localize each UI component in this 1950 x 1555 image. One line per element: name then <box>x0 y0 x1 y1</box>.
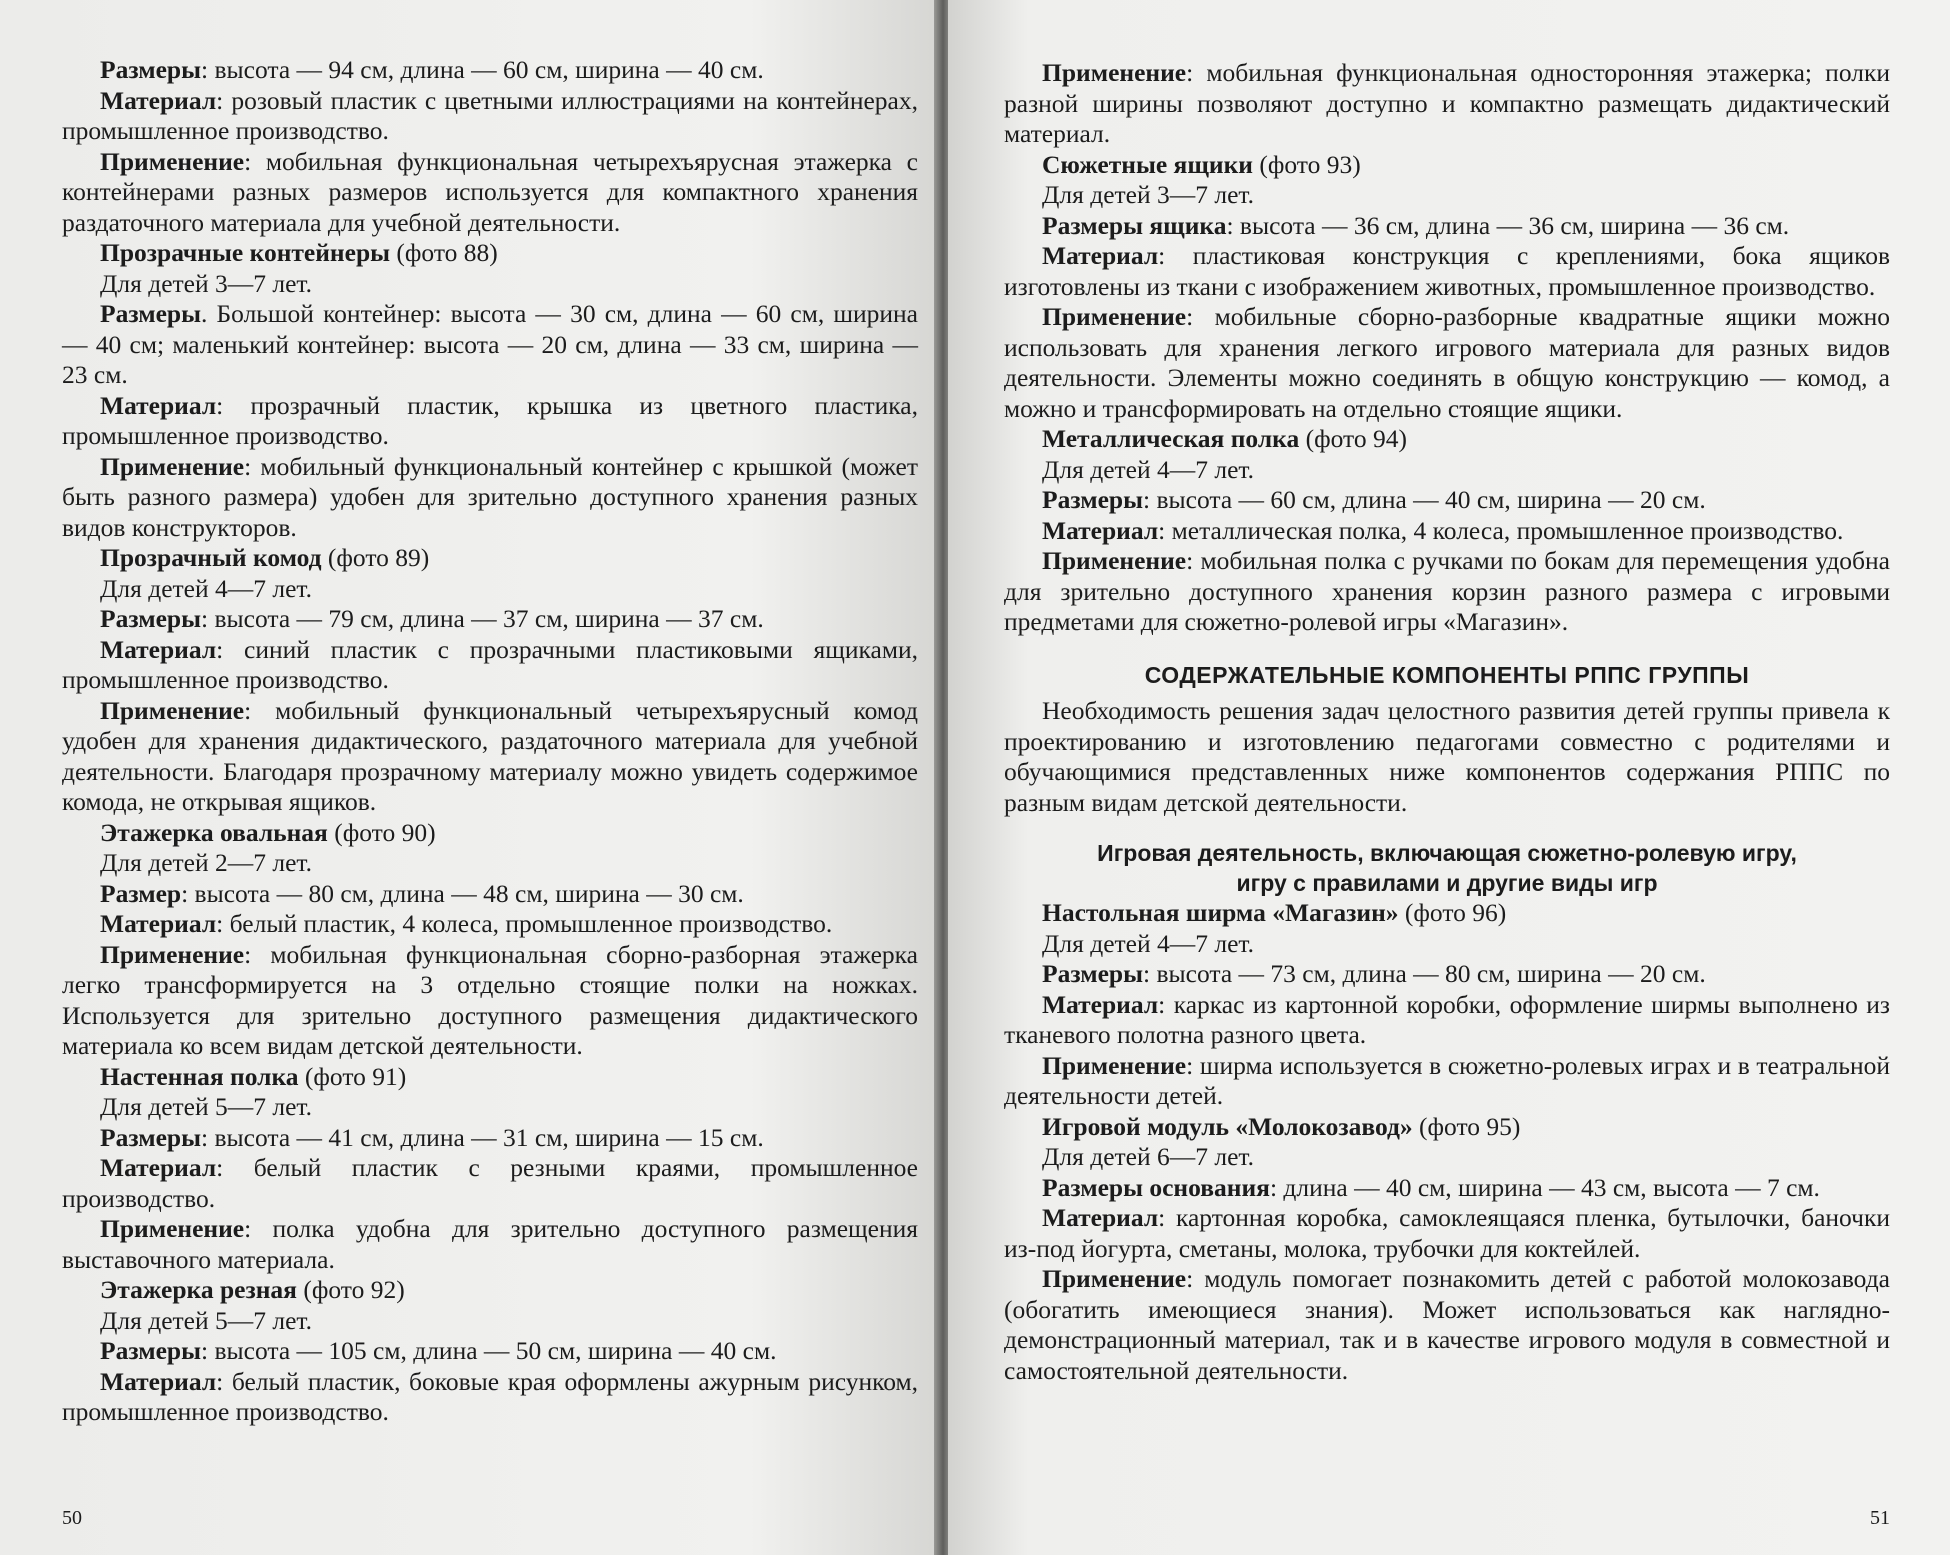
left-page-body <box>62 55 918 1428</box>
term-label: Материал <box>100 634 217 664</box>
paragraph-text: (фото 90) <box>327 817 436 847</box>
right_page.lines_after-paragraph <box>1004 1112 1890 1143</box>
paragraph-text: : металлическая полка, 4 колеса, промышленное производство. <box>1158 515 1844 545</box>
paragraph-text: : мобильный функциональный четырехъярусный комод удобен для хранения дидактического, раздаточного материала для учебной деятельности. Благодаря прозрачному материалу можно увидеть содержимое комода, не открывая ящиков. <box>62 695 918 816</box>
paragraph-text: Для детей 3—7 лет. <box>100 268 313 298</box>
right_page.lines_after-paragraph <box>1004 959 1890 990</box>
left_page.lines-paragraph <box>62 848 918 879</box>
paragraph-text: Для детей 2—7 лет. <box>100 848 313 877</box>
paragraph-text: Для детей 4—7 лет. <box>100 573 313 603</box>
term-label: Материал <box>100 1366 217 1396</box>
right_page.lines_after-paragraph <box>1004 1203 1890 1264</box>
term-label: Применение <box>100 146 245 176</box>
section-intro: Необходимость решения задач целостного развития детей группы привела к проектированию и изготовлению педагогами совместно с родителями и обучающимися представленных ниже компонентов содержания РППС по разным видам детской деятельности. <box>1004 696 1890 817</box>
left_page.lines-paragraph <box>62 1275 918 1306</box>
left_page.lines-paragraph <box>62 1123 918 1154</box>
right_page.lines_before-paragraph <box>1004 455 1890 486</box>
right_page.lines_before-paragraph <box>1004 546 1890 638</box>
left_page.lines-paragraph <box>62 1214 918 1275</box>
right_page.lines_before-paragraph <box>1004 241 1890 302</box>
right_page.lines_before-paragraph <box>1004 180 1890 211</box>
paragraph-text: : белый пластик, 4 колеса, промышленное производство. <box>216 909 833 938</box>
paragraph-text: : высота — 80 см, длина — 48 см, ширина — 30 см. <box>181 878 744 908</box>
paragraph-text: : высота — 73 см, длина — 80 см, ширина — 20 см. <box>1143 959 1706 988</box>
right_page.lines_after-paragraph <box>1004 1264 1890 1386</box>
paragraph-text: : мобильные сборно-разборные квадратные ящики можно использовать для хранения легкого игрового материала для разных видов деятельности. Элементы можно соединять в общую конструкцию — комод, а можно и трансформировать на отдельно стоящие ящики. <box>1004 302 1890 423</box>
left_page.lines-paragraph <box>62 238 918 269</box>
left_page.lines-paragraph <box>62 1367 918 1428</box>
right_page.lines_after-paragraph <box>1004 1173 1890 1204</box>
term-label: Размеры <box>100 604 201 633</box>
page-number-left: 50 <box>62 1506 82 1529</box>
right_page.lines_after-paragraph <box>1004 1051 1890 1112</box>
left_page.lines-paragraph <box>62 269 918 300</box>
paragraph-text: : высота — 36 см, длина — 36 см, ширина — 36 см. <box>1226 210 1790 240</box>
right_page.lines_before-paragraph <box>1004 485 1890 516</box>
right-page-body-bottom <box>1004 898 1890 1386</box>
term-label: Материал <box>100 1153 217 1182</box>
left_page.lines-paragraph <box>62 635 918 696</box>
paragraph-text: (фото 91) <box>298 1061 407 1091</box>
term-label: Применение <box>1042 1050 1187 1080</box>
paragraph-text: : длина — 40 см, ширина — 43 см, высота — 7 см. <box>1269 1172 1820 1202</box>
paragraph-text: Для детей 5—7 лет. <box>100 1092 313 1121</box>
term-label: Материал <box>1042 241 1159 270</box>
term-label: Прозрачный комод <box>100 543 322 572</box>
paragraph-text: (фото 92) <box>296 1275 405 1304</box>
left_page.lines-paragraph <box>62 452 918 544</box>
term-label: Этажерка овальная <box>100 817 328 847</box>
term-label: Материал <box>1042 1203 1159 1232</box>
paragraph-text: : картонная коробка, самоклеящаяся пленка, бутылочки, баночки из-под йогурта, сметаны, молока, трубочки для коктейлей. <box>1004 1203 1890 1263</box>
term-label: Применение <box>100 451 245 481</box>
left_page.lines-paragraph <box>62 55 918 86</box>
term-label: Размеры <box>1042 485 1143 514</box>
paragraph-text: (фото 93) <box>1252 149 1361 179</box>
paragraph-text: : высота — 41 см, длина — 31 см, ширина — 15 см. <box>201 1122 764 1152</box>
term-label: Применение <box>1042 302 1187 331</box>
term-label: Размер <box>100 878 182 908</box>
term-label: Настольная ширма «Магазин» <box>1042 898 1399 927</box>
left_page.lines-paragraph <box>62 604 918 635</box>
term-label: Применение <box>1042 1264 1187 1293</box>
paragraph-text: : модуль помогает познакомить детей с работой молокозавода (обогатить имеющиеся знания). Может использоваться как наглядно-демонстрационный материал, так и в качестве игрового модуля в совместной и самостоятельной деятельности. <box>1004 1264 1890 1385</box>
left_page.lines-paragraph <box>62 818 918 849</box>
right-page-body-top <box>1004 58 1890 638</box>
left_page.lines-paragraph <box>62 940 918 1062</box>
paragraph-text: : мобильная функциональная четырехъярусная этажерка с контейнерами разных размеров используется для компактного хранения раздаточного материала для учебной деятельности. <box>62 146 918 237</box>
paragraph-text: : высота — 94 см, длина — 60 см, ширина — 40 см. <box>201 55 764 84</box>
right_page.lines_after-paragraph <box>1004 929 1890 960</box>
paragraph-text: : пластиковая конструкция с креплениями, бока ящиков изготовлены из ткани с изображением животных, промышленное производство. <box>1004 241 1890 301</box>
paragraph-text: : высота — 105 см, длина — 50 см, ширина — 40 см. <box>201 1336 777 1365</box>
paragraph-text: . Большой контейнер: высота — 30 см, длина — 60 см, ширина — 40 см; маленький контейнер: высота — 20 см, длина — 33 см, ширина — 23 см. <box>62 299 918 389</box>
paragraph-text: (фото 88) <box>390 238 498 267</box>
term-label: Размеры ящика <box>1042 210 1227 240</box>
term-label: Материал <box>1042 515 1159 545</box>
paragraph-text: : мобильная полка с ручками по бокам для перемещения удобна для зрительно доступного хранения корзин разного размера с игровыми предметами для сюжетно-ролевой игры «Магазин». <box>1004 546 1890 636</box>
term-label: Размеры <box>1042 959 1143 988</box>
term-label: Размеры <box>100 1336 201 1365</box>
paragraph-text: : высота — 60 см, длина — 40 см, ширина — 20 см. <box>1143 485 1706 514</box>
term-label: Металлическая полка <box>1042 424 1300 453</box>
paragraph-text: (фото 94) <box>1299 424 1407 453</box>
subsection-title-line-1: Игровая деятельность, включающая сюжетно-ролевую игру, <box>1097 840 1797 866</box>
term-label: Применение <box>1042 546 1187 575</box>
subsection-title-line-2: игру с правилами и другие виды игр <box>1236 870 1658 896</box>
paragraph-text: (фото 95) <box>1412 1111 1521 1141</box>
paragraph-text: : прозрачный пластик, крышка из цветного пластика, промышленное производство. <box>62 390 918 450</box>
right_page.lines_before-paragraph <box>1004 516 1890 547</box>
term-label: Применение <box>100 1214 245 1243</box>
left_page.lines-paragraph <box>62 1153 918 1214</box>
term-label: Материал <box>100 85 217 115</box>
paragraph-text: Для детей 4—7 лет. <box>1042 454 1255 484</box>
paragraph-text: : мобильная функциональная односторонняя этажерка; полки разной ширины позволяют доступно и компактно размещать дидактический материал. <box>1004 58 1890 148</box>
left_page.lines-paragraph <box>62 696 918 818</box>
right_page.lines_before-paragraph <box>1004 150 1890 181</box>
term-label: Настенная полка <box>100 1061 299 1091</box>
term-label: Материал <box>100 909 217 938</box>
right_page.lines_after-paragraph <box>1004 898 1890 929</box>
term-label: Сюжетные ящики <box>1042 149 1253 179</box>
left_page.lines-paragraph <box>62 1306 918 1337</box>
term-label: Размеры <box>100 1122 201 1152</box>
right_page.lines_after-paragraph <box>1004 1142 1890 1173</box>
left_page.lines-paragraph <box>62 879 918 910</box>
left_page.lines-paragraph <box>62 299 918 391</box>
right_page.lines_before-paragraph <box>1004 58 1890 150</box>
left-page <box>0 0 938 1555</box>
term-label: Этажерка резная <box>100 1275 297 1304</box>
paragraph-text: : розовый пластик с цветными иллюстрациями на контейнерах, промышленное производство. <box>62 85 918 145</box>
paragraph-text: : полка удобна для зрительно доступного размещения выставочного материала. <box>62 1214 918 1274</box>
term-label: Материал <box>100 390 217 420</box>
paragraph-text: (фото 89) <box>321 543 430 572</box>
section-title: СОДЕРЖАТЕЛЬНЫЕ КОМПОНЕНТЫ РППС ГРУППЫ <box>1144 661 1750 688</box>
paragraph-text: : мобильный функциональный контейнер с крышкой (может быть разного размера) удобен для зрительно доступного хранения разных видов конструкторов. <box>62 451 918 542</box>
page-number-right: 51 <box>1870 1506 1890 1529</box>
paragraph-text: : ширма используется в сюжетно-ролевых играх и в театральной деятельности детей. <box>1004 1050 1890 1110</box>
term-label: Размеры <box>100 299 201 328</box>
term-label: Применение <box>1042 58 1187 87</box>
right_page.lines_before-paragraph <box>1004 302 1890 424</box>
paragraph-text: Для детей 5—7 лет. <box>100 1305 313 1335</box>
term-label: Прозрачные контейнеры <box>100 238 391 267</box>
term-label: Применение <box>100 695 245 725</box>
left_page.lines-paragraph <box>62 391 918 452</box>
right_page.lines_before-paragraph <box>1004 211 1890 242</box>
paragraph-text: : каркас из картонной коробки, оформление ширмы выполнено из тканевого полотна разного цвета. <box>1004 989 1890 1049</box>
term-label: Размеры <box>100 55 201 84</box>
paragraph-text: Для детей 3—7 лет. <box>1042 180 1255 209</box>
term-label: Размеры основания <box>1042 1172 1270 1202</box>
paragraph-text: Для детей 4—7 лет. <box>1042 928 1255 958</box>
paragraph-text: Для детей 6—7 лет. <box>1042 1142 1255 1171</box>
left_page.lines-paragraph <box>62 1336 918 1367</box>
paragraph-text: : белый пластик с резными краями, промышленное производство. <box>62 1153 918 1213</box>
paragraph-text: : синий пластик с прозрачными пластиковыми ящиками, промышленное производство. <box>62 634 918 694</box>
term-label: Материал <box>1042 989 1159 1019</box>
left_page.lines-paragraph <box>62 543 918 574</box>
paragraph-text: : мобильная функциональная сборно-разборная этажерка легко трансформируется на 3 отдельно стоящие полки на ножках. Используется для зрительно доступного размещения дидактического материала ко всем видам детской деятельности. <box>62 939 918 1060</box>
left_page.lines-paragraph <box>62 147 918 239</box>
term-label: Игровой модуль «Молокозавод» <box>1042 1111 1413 1141</box>
right-page <box>948 0 1950 1555</box>
paragraph-text: (фото 96) <box>1398 898 1507 927</box>
left_page.lines-paragraph <box>62 86 918 147</box>
paragraph-text: : высота — 79 см, длина — 37 см, ширина — 37 см. <box>201 604 764 633</box>
left_page.lines-paragraph <box>62 574 918 605</box>
term-label: Применение <box>100 939 245 969</box>
right_page.lines_before-paragraph <box>1004 424 1890 455</box>
right_page.lines_after-paragraph <box>1004 990 1890 1051</box>
left_page.lines-paragraph <box>62 909 918 940</box>
left_page.lines-paragraph <box>62 1092 918 1123</box>
left_page.lines-paragraph <box>62 1062 918 1093</box>
paragraph-text: : белый пластик, боковые края оформлены ажурным рисунком, промышленное производство. <box>62 1366 918 1426</box>
